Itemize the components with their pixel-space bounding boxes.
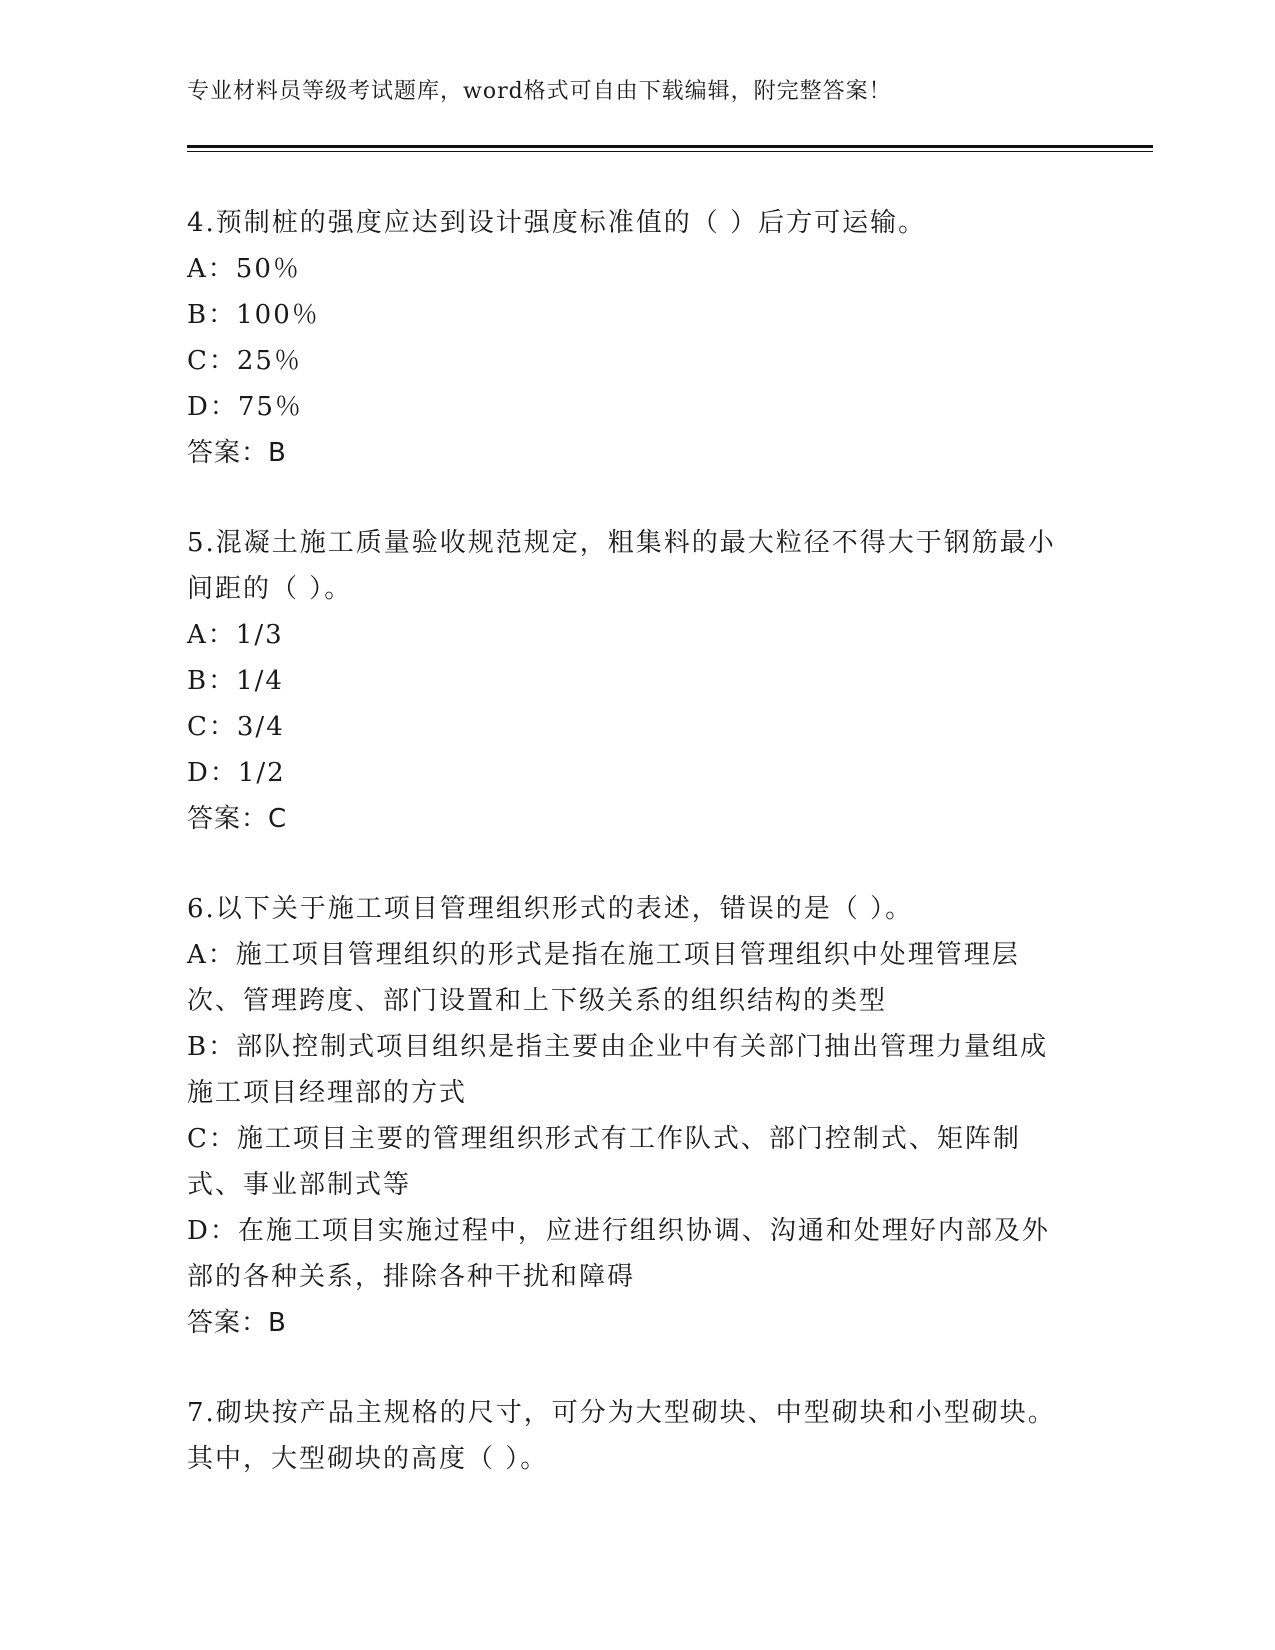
- option-a: A：50％: [187, 254, 301, 284]
- option-a: A：1/3: [187, 620, 284, 650]
- option-d: D：75％: [187, 392, 303, 422]
- option-c: C：25％: [187, 346, 302, 376]
- question-list: [187, 200, 1067, 1526]
- answer-label: 答案：B: [187, 1308, 287, 1338]
- question-5: [187, 520, 1067, 842]
- option-c: C：3/4: [187, 712, 285, 742]
- option-b: B：1/4: [187, 666, 284, 696]
- option-b: B：部队控制式项目组织是指主要由企业中有关部门抽出管理力量组成施工项目经理部的方式: [187, 1032, 1049, 1108]
- page-header-text: 专业材料员等级考试题库，word格式可自由下载编辑，附完整答案！: [187, 79, 892, 104]
- question-stem: 7.砌块按产品主规格的尺寸，可分为大型砌块、中型砌块和小型砌块。其中，大型砌块的高度（ ）。: [187, 1398, 1056, 1474]
- answer-label: 答案：C: [187, 804, 288, 834]
- option-a: A：施工项目管理组织的形式是指在施工项目管理组织中处理管理层次、管理跨度、部门设置和上下级关系的组织结构的类型: [187, 940, 1020, 1016]
- option-d: D：1/2: [187, 758, 286, 788]
- answer-label: 答案：B: [187, 438, 287, 468]
- question-stem: 6.以下关于施工项目管理组织形式的表述，错误的是（ ）。: [187, 894, 914, 924]
- question-stem: 5.混凝土施工质量验收规范规定，粗集料的最大粒径不得大于钢筋最小间距的（ ）。: [187, 528, 1056, 604]
- option-b: B：100％: [187, 300, 320, 330]
- question-stem: 4.预制桩的强度应达到设计强度标准值的（ ）后方可运输。: [187, 208, 927, 238]
- header-rule-thin: [187, 151, 1153, 152]
- question-6: [187, 886, 1067, 1346]
- question-7: [187, 1390, 1067, 1482]
- question-4: [187, 200, 1067, 476]
- option-d: D：在施工项目实施过程中，应进行组织协调、沟通和处理好内部及外部的各种关系，排除各种干扰和障碍: [187, 1216, 1050, 1292]
- header-rule-thick: [187, 145, 1153, 148]
- option-c: C：施工项目主要的管理组织形式有工作队式、部门控制式、矩阵制式、事业部制式等: [187, 1124, 1021, 1200]
